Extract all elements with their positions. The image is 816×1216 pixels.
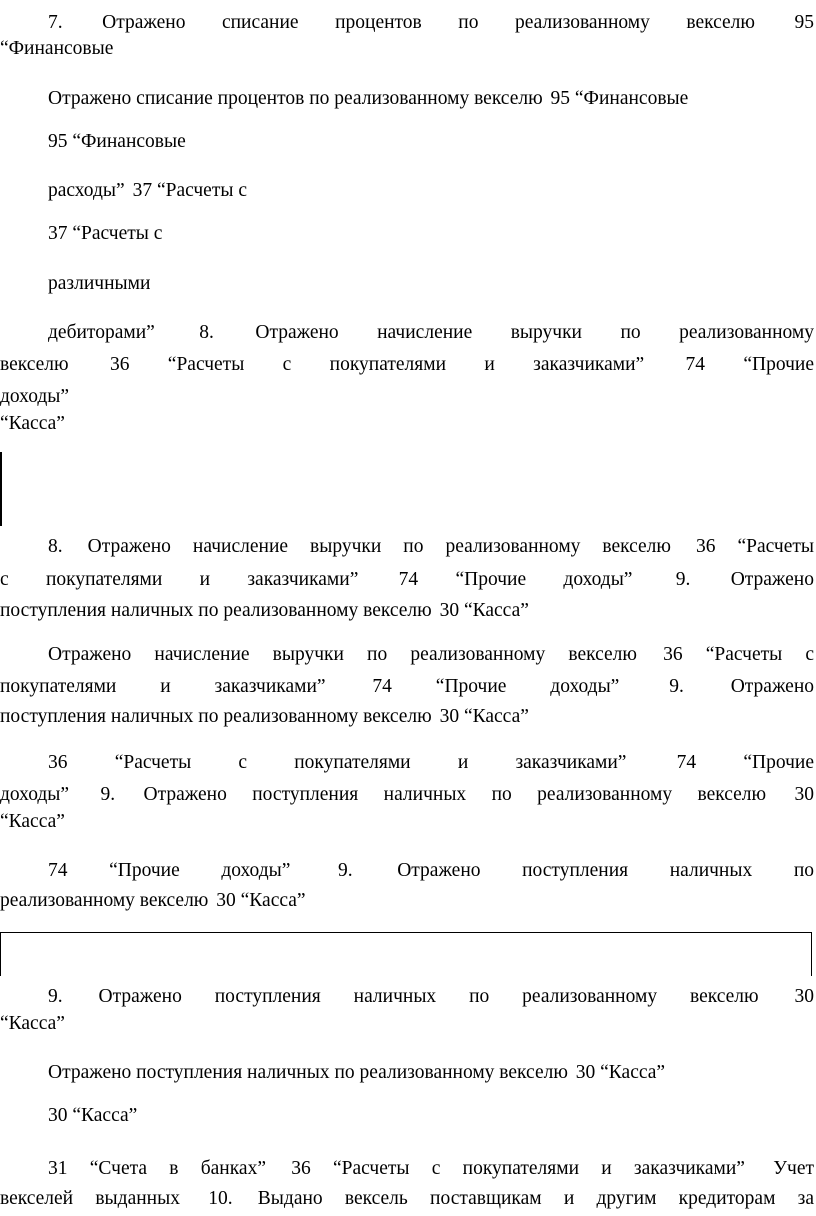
text-span: 36 “Расчеты с покупателями и заказчиками” (109, 354, 645, 375)
item-number: 9. (337, 860, 353, 881)
p9-line3 (0, 698, 816, 730)
text-span: 37 “Расчеты с (48, 223, 163, 244)
text-span: доходы” (0, 386, 70, 407)
item-number: 10. (208, 1188, 233, 1209)
p10-line3 (0, 806, 816, 838)
p1-line1 (0, 4, 814, 36)
p11-line2 (0, 882, 816, 914)
p12-line2 (0, 1008, 816, 1040)
text-span: 74 “Прочие доходы” (372, 676, 620, 697)
text-span: Отражено начисление выручки по реализованному (255, 322, 815, 343)
text-span: Отражено (730, 676, 815, 697)
item-number: 7. (48, 12, 63, 33)
account-ref: 95 (794, 12, 814, 33)
text-span: 30 “Касса” (48, 1105, 138, 1126)
p1-line2 (0, 33, 816, 65)
text-span: “Касса” (0, 811, 65, 832)
account-ref: 36 “Расчеты (696, 536, 815, 557)
p15-line1 (0, 1150, 814, 1182)
text-span: Отражено (730, 569, 814, 590)
text-span: Отражено поступления наличных по реализованному векселю (143, 784, 767, 805)
p14-line1 (48, 1100, 816, 1132)
account-ref: 30 “Касса” (575, 1062, 666, 1083)
text-span: 36 “Расчеты с покупателями и заказчиками” (48, 752, 627, 773)
text-span: Отражено поступления наличных по реализованному векселю (48, 1062, 568, 1083)
text-span: 74 “Прочие доходы” (48, 860, 291, 881)
text-span: дебиторами” (48, 322, 155, 343)
p9-line1 (0, 636, 814, 668)
text-span: 31 “Счета в банках” (48, 1158, 266, 1179)
item-number: 8. (48, 536, 63, 557)
text-span: Учет (773, 1158, 814, 1179)
text-span: поступления наличных по реализованному векселю (0, 706, 432, 727)
account-ref: 30 “Касса” (439, 600, 529, 621)
p13-line1 (48, 1054, 816, 1086)
text-span: 95 “Финансовые (48, 131, 186, 152)
p6-line1 (48, 268, 816, 300)
item-number: 9. (669, 676, 684, 697)
text-span: различными (48, 273, 151, 294)
p7-line4 (0, 408, 816, 440)
p4-line1 (48, 172, 816, 204)
text-span: Отражено поступления наличных по реализованному векселю (98, 986, 759, 1007)
p5-line1 (48, 218, 816, 250)
account-ref: 30 (794, 986, 814, 1007)
text-span: Отражено начисление выручки по реализованному векселю (87, 536, 671, 557)
p9-line2 (0, 668, 814, 700)
text-span: Отражено поступления наличных по (397, 860, 814, 881)
text-span: “Касса” (0, 413, 65, 434)
p3-line1 (48, 126, 816, 158)
p8-line2 (0, 561, 814, 593)
p15-line2 (0, 1180, 814, 1212)
account-ref: 74 “Прочие (676, 752, 814, 773)
item-number: 9. (100, 784, 116, 805)
account-ref: 36 “Расчеты с (663, 644, 814, 665)
text-span: Отражено списание процентов по реализованному векселю (102, 12, 755, 33)
item-number: 9. (48, 986, 63, 1007)
account-ref: 37 “Расчеты с (132, 180, 247, 201)
account-ref: 95 “Финансовые (550, 88, 689, 109)
text-span: покупателями и заказчиками” (0, 676, 326, 697)
p12-line1 (0, 978, 814, 1010)
account-ref: 30 “Касса” (216, 890, 306, 911)
item-number: 9. (675, 569, 691, 590)
text-span: “Финансовые (0, 38, 114, 59)
text-span: Отражено начисление выручки по реализованному векселю (48, 644, 637, 665)
text-span: реализованному векселю (0, 890, 209, 911)
item-number: 8. (199, 322, 214, 343)
p7-line2 (0, 346, 814, 378)
text-span: “Касса” (0, 1013, 65, 1034)
p8-line1 (0, 528, 814, 560)
text-span: с покупателями и заказчиками” (0, 569, 359, 590)
p10-line2 (0, 776, 814, 808)
account-ref: 30 (794, 784, 815, 805)
text-span: Выдано вексель поставщикам и другим кредиторам за (257, 1188, 815, 1209)
text-span: векселей выданных (0, 1188, 180, 1209)
p7-line1 (0, 314, 814, 346)
p11-line1 (0, 852, 814, 884)
account-ref: 30 “Касса” (439, 706, 529, 727)
account-ref: 74 “Прочие (685, 354, 815, 375)
p8-line3 (0, 592, 816, 624)
text-span: доходы” (0, 784, 70, 805)
box-border-fragment (0, 452, 2, 526)
p10-line1 (0, 744, 814, 776)
text-span: поступления наличных по реализованному векселю (0, 600, 432, 621)
text-span: расходы” (48, 180, 125, 201)
p7-line3 (0, 378, 816, 410)
box-border-fragment (0, 932, 812, 976)
text-span: 36 “Расчеты с покупателями и заказчиками” (291, 1158, 745, 1179)
text-span: 74 “Прочие доходы” (398, 569, 633, 590)
text-span: векселю (0, 354, 69, 375)
text-span: Отражено списание процентов по реализованному векселю (48, 88, 543, 109)
p2-line1 (48, 80, 816, 112)
